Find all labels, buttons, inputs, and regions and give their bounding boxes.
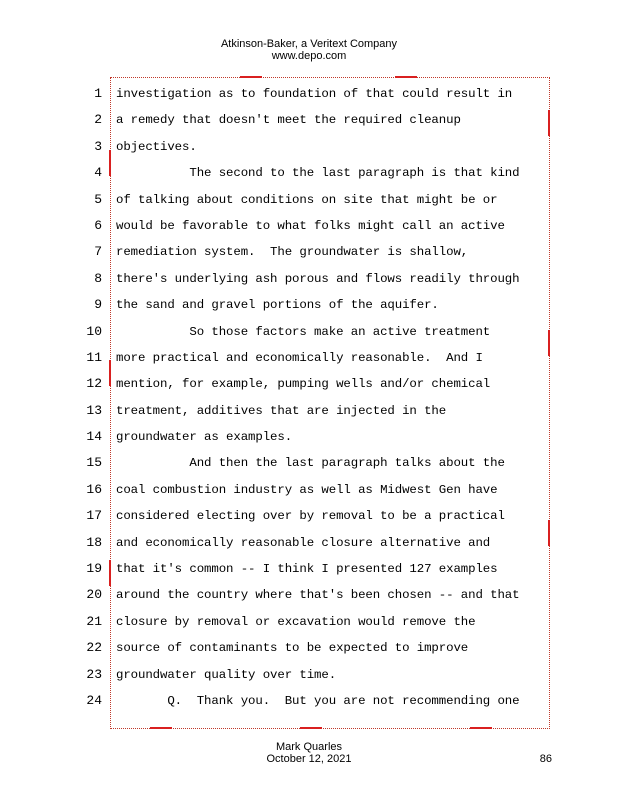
page-header bbox=[0, 38, 618, 62]
line-number: 24 bbox=[86, 692, 102, 708]
line-text: more practical and economically reasonable. And I bbox=[116, 350, 483, 365]
transcript-line bbox=[0, 292, 618, 318]
line-text: around the country where that's been chosen -- and that bbox=[116, 588, 520, 603]
line-text: And then the last paragraph talks about the bbox=[116, 456, 505, 471]
line-number: 2 bbox=[94, 112, 102, 128]
deposition-date: October 12, 2021 bbox=[266, 753, 352, 765]
line-text: groundwater as examples. bbox=[116, 430, 293, 445]
page-number: 86 bbox=[539, 753, 552, 765]
line-text: a remedy that doesn't meet the required cleanup bbox=[116, 113, 461, 128]
line-text: would be favorable to what folks might call an active bbox=[116, 218, 505, 233]
witness-name: Mark Quarles bbox=[275, 741, 343, 753]
line-text: there's underlying ash porous and flows readily through bbox=[116, 271, 520, 286]
line-number: 20 bbox=[86, 587, 102, 603]
line-text: the sand and gravel portions of the aquifer. bbox=[116, 298, 439, 313]
line-text: So those factors make an active treatment bbox=[116, 324, 491, 339]
line-number: 11 bbox=[86, 349, 102, 365]
transcript-line bbox=[0, 107, 618, 133]
line-number: 19 bbox=[86, 561, 102, 577]
line-number: 21 bbox=[86, 613, 102, 629]
transcript-line bbox=[0, 609, 618, 635]
line-text: mention, for example, pumping wells and/or chemical bbox=[116, 377, 491, 392]
frame-accent-bar bbox=[470, 727, 492, 729]
transcript-line bbox=[0, 503, 618, 529]
frame-accent-bar bbox=[150, 727, 172, 729]
transcript-line bbox=[0, 424, 618, 450]
line-text: remediation system. The groundwater is shallow, bbox=[116, 245, 469, 260]
line-text: and economically reasonable closure alternative and bbox=[116, 535, 491, 550]
line-number: 22 bbox=[86, 640, 102, 656]
transcript-line bbox=[0, 187, 618, 213]
transcript-line bbox=[0, 81, 618, 107]
line-text: of talking about conditions on site that might be or bbox=[116, 192, 498, 207]
frame-accent-bar bbox=[395, 76, 417, 78]
line-text: considered electing over by removal to be a practical bbox=[116, 509, 505, 524]
line-number: 1 bbox=[94, 86, 102, 101]
line-number: 16 bbox=[86, 481, 102, 497]
line-text: source of contaminants to be expected to improve bbox=[116, 641, 469, 656]
transcript-lines bbox=[0, 81, 618, 714]
transcript-line bbox=[0, 319, 618, 345]
line-text: treatment, additives that are injected in the bbox=[116, 403, 447, 418]
transcript-line bbox=[0, 556, 618, 582]
transcript-line bbox=[0, 635, 618, 661]
transcript-line bbox=[0, 398, 618, 424]
transcript-line bbox=[0, 662, 618, 688]
transcript-line bbox=[0, 266, 618, 292]
line-number: 9 bbox=[94, 297, 102, 313]
line-text: coal combustion industry as well as Midwest Gen have bbox=[116, 482, 498, 497]
transcript-line bbox=[0, 213, 618, 239]
line-number: 7 bbox=[94, 244, 102, 260]
line-text: objectives. bbox=[116, 139, 197, 154]
transcript-line bbox=[0, 345, 618, 371]
line-number: 5 bbox=[94, 191, 102, 207]
transcript-line bbox=[0, 160, 618, 186]
line-number: 13 bbox=[86, 402, 102, 418]
line-number: 15 bbox=[86, 455, 102, 471]
company-website: www.depo.com bbox=[271, 50, 347, 62]
page-footer bbox=[0, 741, 618, 765]
transcript-line bbox=[0, 530, 618, 556]
line-number: 4 bbox=[94, 165, 102, 181]
line-number: 6 bbox=[94, 217, 102, 233]
line-number: 12 bbox=[86, 376, 102, 392]
line-text: groundwater quality over time. bbox=[116, 667, 337, 682]
line-text: Q. Thank you. But you are not recommending one bbox=[116, 693, 520, 708]
frame-accent-bar bbox=[300, 727, 322, 729]
transcript-line bbox=[0, 477, 618, 503]
transcript-line bbox=[0, 371, 618, 397]
line-number: 18 bbox=[86, 534, 102, 550]
line-number: 8 bbox=[94, 270, 102, 286]
company-name: Atkinson-Baker, a Veritext Company bbox=[220, 38, 398, 50]
frame-accent-bar bbox=[240, 76, 262, 78]
line-number: 10 bbox=[86, 323, 102, 339]
line-number: 23 bbox=[86, 666, 102, 682]
transcript-line bbox=[0, 450, 618, 476]
line-text: that it's common -- I think I presented 127 examples bbox=[116, 562, 498, 577]
transcript-line bbox=[0, 582, 618, 608]
line-text: closure by removal or excavation would remove the bbox=[116, 614, 476, 629]
line-text: The second to the last paragraph is that kind bbox=[116, 166, 520, 181]
line-number: 3 bbox=[94, 138, 102, 154]
line-text: investigation as to foundation of that could result in bbox=[116, 87, 513, 101]
transcript-line bbox=[0, 688, 618, 714]
transcript-line bbox=[0, 134, 618, 160]
transcript-line bbox=[0, 239, 618, 265]
line-number: 14 bbox=[86, 429, 102, 445]
line-number: 17 bbox=[86, 508, 102, 524]
